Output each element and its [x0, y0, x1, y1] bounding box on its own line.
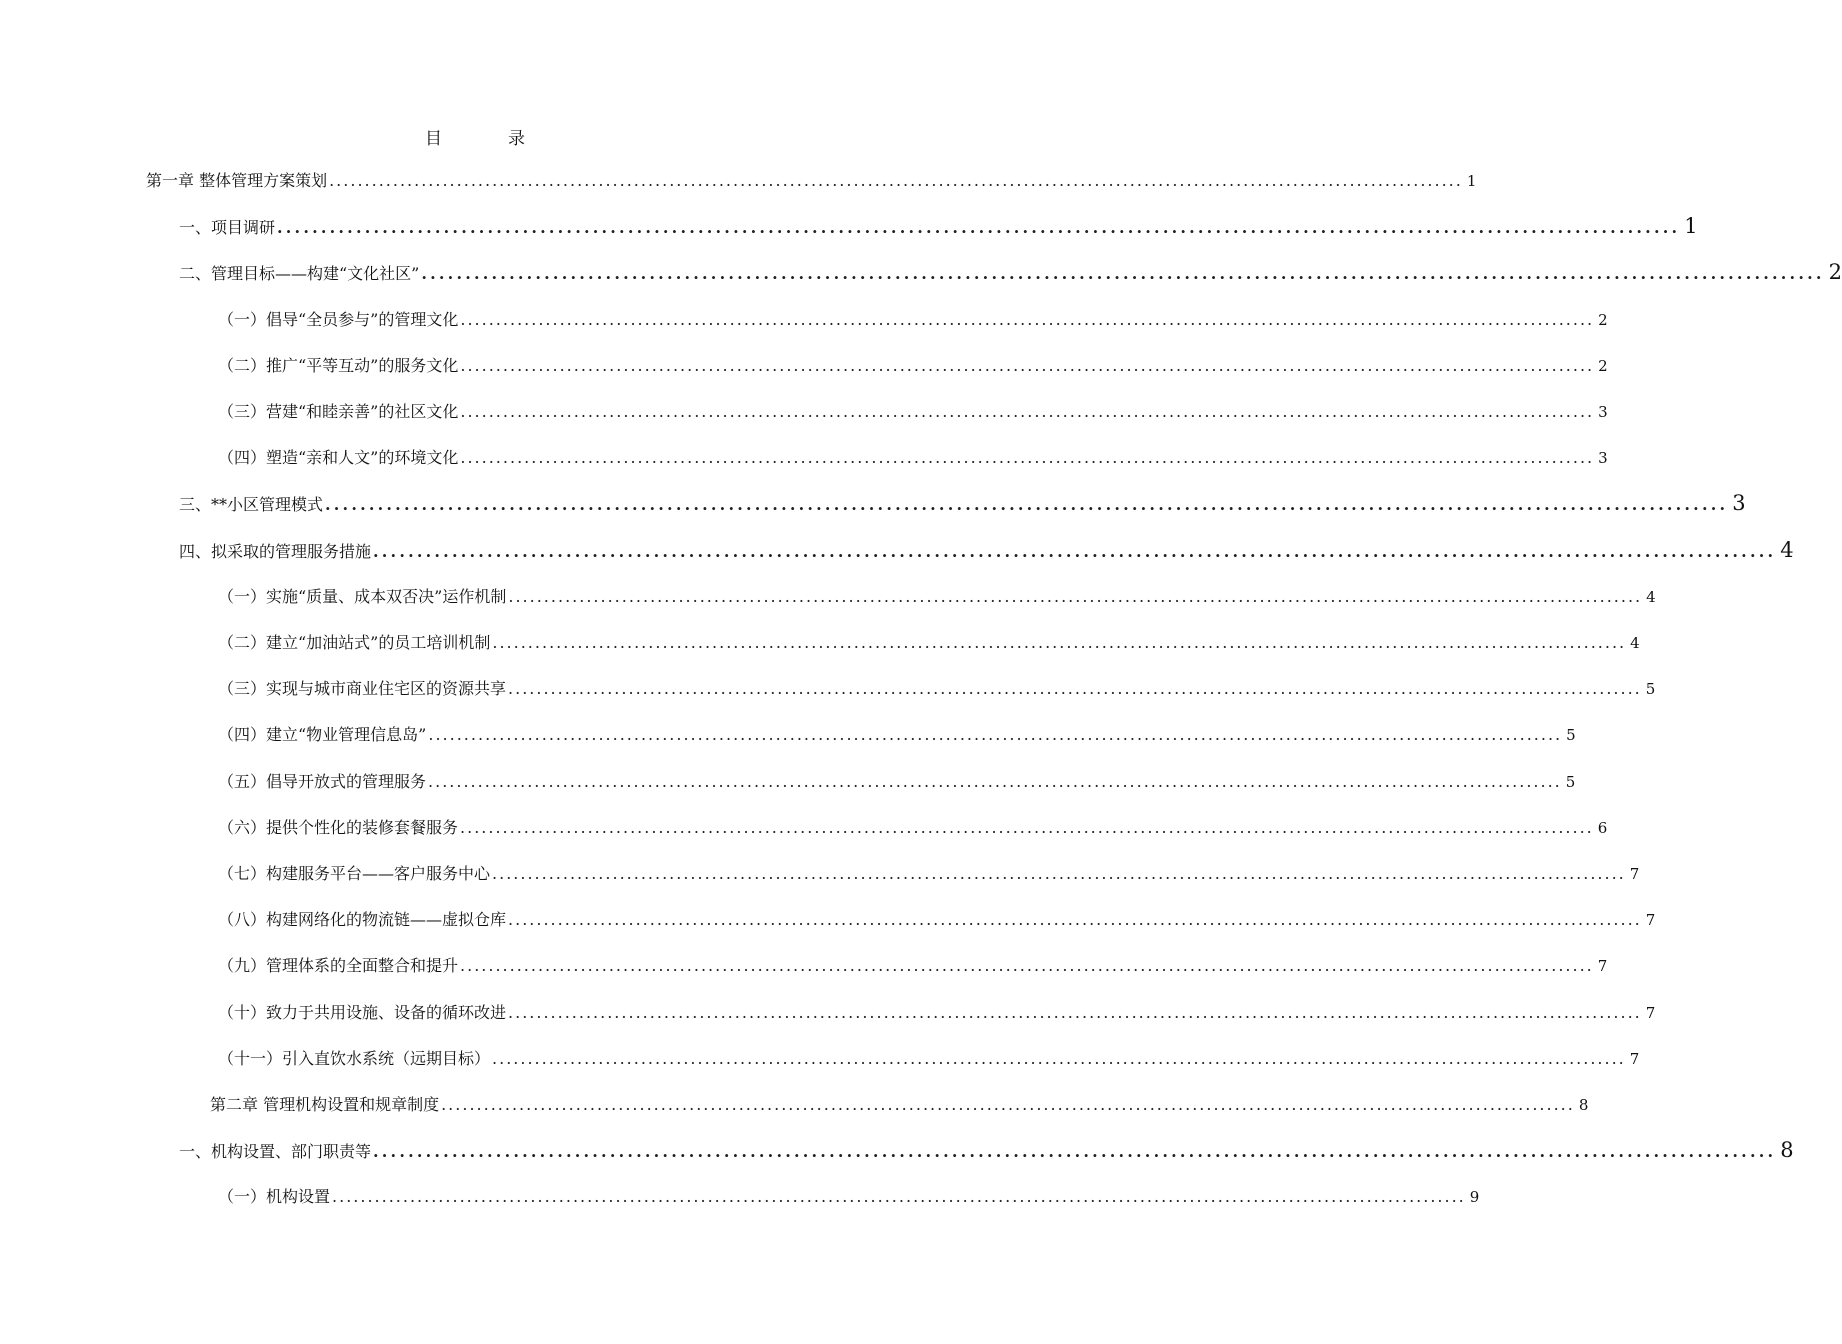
- toc-entry-page-number: 4: [1780, 537, 1794, 562]
- toc-entry-label: （六）提供个性化的装修套餐服务: [218, 817, 459, 837]
- toc-entry-label: 二、管理目标——构建“文化社区”: [179, 264, 420, 284]
- toc-entry[interactable]: [218, 953, 1608, 976]
- toc-dot-leader: ................................................................................................................................................................: [373, 1142, 1777, 1162]
- toc-dot-leader: ................................................................................................................................................................: [329, 171, 1463, 190]
- toc-entry-label: （十）致力于共用设施、设备的循环改进: [218, 1002, 507, 1022]
- toc-entry[interactable]: [218, 584, 1656, 607]
- toc-entry-label: 一、项目调研: [179, 218, 276, 238]
- toc-entry[interactable]: [218, 1000, 1656, 1023]
- toc-dot-leader: ................................................................................................................................................................: [460, 355, 1595, 375]
- toc-entry-label: （三）营建“和睦亲善”的社区文化: [218, 402, 459, 421]
- toc-entry-page-number: 7: [1645, 1003, 1656, 1022]
- toc-entry-page-number: 3: [1732, 491, 1746, 516]
- toc-entry-page-number: 2: [1598, 310, 1608, 329]
- toc-entry-label: （三）实现与城市商业住宅区的资源共享: [218, 679, 507, 699]
- toc-entry[interactable]: [218, 1184, 1480, 1207]
- toc-entry-label: （四）塑造“亲和人文”的环境文化: [218, 448, 459, 468]
- toc-entry-page-number: 4: [1646, 587, 1656, 606]
- toc-dot-leader: ................................................................................................................................................................: [508, 1002, 1642, 1022]
- toc-entry-page-number: 4: [1630, 634, 1640, 652]
- toc-dot-leader: ................................................................................................................................................................: [508, 586, 1643, 606]
- toc-entry-page-number: 8: [1578, 1096, 1589, 1114]
- toc-entry[interactable]: [218, 815, 1608, 838]
- toc-entry-page-number: 2: [1598, 356, 1608, 375]
- toc-dot-leader: ................................................................................................................................................................: [460, 817, 1594, 837]
- toc-entry[interactable]: [218, 399, 1608, 422]
- toc-entry[interactable]: [218, 445, 1608, 468]
- toc-entry-page-number: 2: [1828, 260, 1842, 285]
- toc-entry-label: （一）机构设置: [218, 1187, 331, 1207]
- toc-entry-label: （一）实施“质量、成本双否决”运作机制: [218, 586, 507, 606]
- toc-title-char-2: 录: [508, 129, 525, 149]
- toc-entry-label: 第二章 管理机构设置和规章制度: [210, 1095, 440, 1114]
- toc-entry-label: （四）建立“物业管理信息岛”: [218, 725, 427, 745]
- toc-entry[interactable]: [179, 1138, 1794, 1163]
- toc-entry[interactable]: [218, 307, 1608, 330]
- toc-title-char-1: 目: [425, 129, 442, 149]
- toc-entry[interactable]: [210, 1092, 1589, 1115]
- toc-entry-label: （九）管理体系的全面整合和提升: [218, 956, 459, 976]
- toc-dot-leader: ................................................................................................................................................................: [460, 309, 1595, 329]
- toc-title: [0, 124, 950, 149]
- toc-entry[interactable]: [218, 861, 1640, 884]
- toc-dot-leader: ................................................................................................................................................................: [508, 679, 1642, 699]
- toc-entry-label: （五）倡导开放式的管理服务: [218, 771, 427, 791]
- toc-entry-page-number: 7: [1645, 911, 1656, 930]
- toc-entry-page-number: 5: [1565, 772, 1576, 791]
- toc-entry-label: 一、机构设置、部门职责等: [179, 1142, 372, 1162]
- toc-entry[interactable]: [179, 260, 1842, 285]
- toc-dot-leader: ................................................................................................................................................................: [441, 1095, 1575, 1114]
- toc-dot-leader: ................................................................................................................................................................: [508, 910, 1642, 930]
- toc-entry-label: （七）构建服务平台——客户服务中心: [218, 864, 491, 883]
- toc-dot-leader: ................................................................................................................................................................: [460, 402, 1595, 421]
- toc-dot-leader: ................................................................................................................................................................: [428, 725, 1563, 745]
- toc-entry-page-number: 1: [1684, 214, 1698, 239]
- toc-entry-page-number: 7: [1629, 865, 1640, 883]
- toc-entry[interactable]: [179, 537, 1794, 562]
- toc-dot-leader: ................................................................................................................................................................: [460, 956, 1594, 976]
- toc-dot-leader: ................................................................................................................................................................: [325, 495, 1729, 515]
- toc-entry[interactable]: [218, 907, 1656, 930]
- toc-dot-leader: ................................................................................................................................................................: [428, 771, 1562, 791]
- toc-entry[interactable]: [179, 214, 1698, 239]
- toc-entry-page-number: 1: [1466, 172, 1477, 190]
- toc-entry-page-number: 3: [1598, 449, 1608, 468]
- toc-entry-page-number: 7: [1597, 957, 1608, 976]
- toc-entry[interactable]: [218, 676, 1656, 699]
- toc-entry-label: （八）构建网络化的物流链——虚拟仓库: [218, 910, 507, 930]
- toc-entry-label: （二）建立“加油站式”的员工培训机制: [218, 633, 491, 652]
- toc-dot-leader: ................................................................................................................................................................: [492, 864, 1626, 883]
- toc-entry-label: （十一）引入直饮水系统（远期目标）: [218, 1048, 491, 1068]
- toc-entry-label: 三、**小区管理模式: [179, 495, 324, 515]
- toc-entry-page-number: 5: [1566, 726, 1576, 745]
- toc-entry-page-number: 7: [1629, 1049, 1640, 1068]
- toc-dot-leader: ................................................................................................................................................................: [332, 1187, 1466, 1207]
- toc-entry-label: 四、拟采取的管理服务措施: [179, 541, 372, 561]
- toc-entry[interactable]: [146, 168, 1477, 191]
- toc-entry-label: （二）推广“平等互动”的服务文化: [218, 355, 459, 375]
- toc-entry[interactable]: [179, 491, 1746, 516]
- toc-entry-page-number: 5: [1645, 680, 1656, 699]
- toc-entry-label: 第一章 整体管理方案策划: [146, 171, 328, 190]
- toc-entry[interactable]: [218, 769, 1576, 792]
- toc-dot-leader: ................................................................................................................................................................: [492, 1048, 1626, 1068]
- toc-entry-page-number: 9: [1469, 1188, 1480, 1207]
- toc-entry-page-number: 8: [1780, 1138, 1794, 1163]
- toc-entry[interactable]: [218, 630, 1640, 653]
- toc-dot-leader: ................................................................................................................................................................: [492, 633, 1627, 652]
- toc-dot-leader: ................................................................................................................................................................: [421, 264, 1825, 284]
- toc-entry-page-number: 3: [1598, 403, 1608, 421]
- toc-dot-leader: ................................................................................................................................................................: [460, 448, 1595, 468]
- toc-entry-page-number: 6: [1597, 818, 1608, 837]
- toc-dot-leader: ................................................................................................................................................................: [277, 218, 1681, 238]
- toc-entry-label: （一）倡导“全员参与”的管理文化: [218, 309, 459, 329]
- toc-dot-leader: ................................................................................................................................................................: [373, 541, 1777, 561]
- toc-entry[interactable]: [218, 722, 1576, 745]
- toc-entry[interactable]: [218, 353, 1608, 376]
- toc-entry[interactable]: [218, 1046, 1640, 1069]
